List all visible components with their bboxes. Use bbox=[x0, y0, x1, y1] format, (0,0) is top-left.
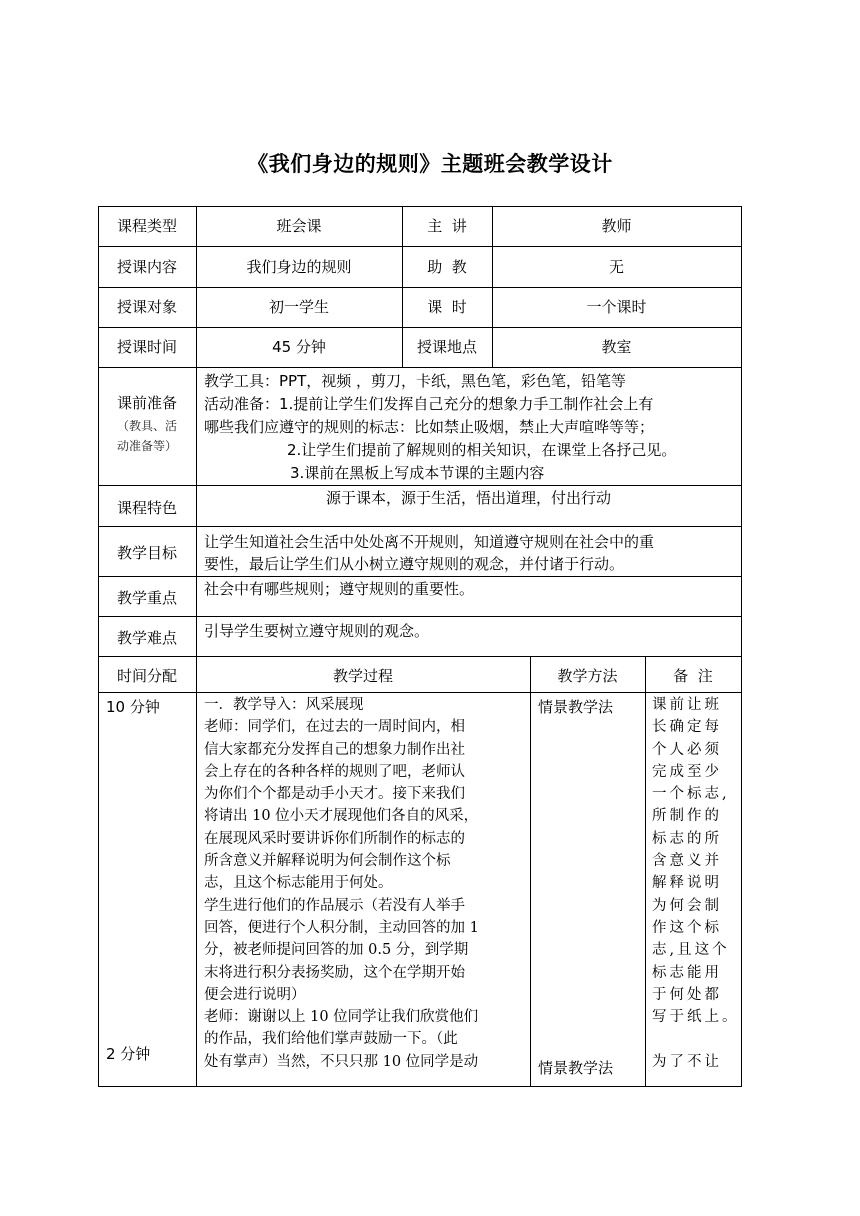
prep-label: 课前准备 bbox=[116, 394, 177, 412]
process-line: 分，被老师提问回答的加 0.5 分，到学期 bbox=[204, 942, 469, 959]
process-line: 一．教学导入：风采展现 bbox=[204, 697, 364, 713]
place-value: 教室 bbox=[601, 338, 632, 356]
note-line bbox=[652, 1028, 734, 1050]
feature-text: 源于课本，源于生活，悟出道理，付出行动 bbox=[325, 489, 611, 507]
table-rule bbox=[98, 206, 742, 207]
table-rule bbox=[645, 656, 646, 1087]
note-line: 含意义并 bbox=[652, 853, 722, 870]
note-line: 长确定每 bbox=[652, 719, 722, 736]
prep-text: 哪些我们应遵守的规则的标志：比如禁止吸烟，禁止大声喧哗等等； bbox=[204, 418, 655, 436]
document-title: 《我们身边的规则》主题班会教学设计 bbox=[247, 152, 613, 176]
method-2: 情景教学法 bbox=[538, 1059, 614, 1077]
table-rule bbox=[98, 327, 742, 328]
process-line: 便会进行说明） bbox=[204, 986, 306, 1003]
prep-text: 活动准备：1.提前让学生们发挥自己充分的想象力手工制作社会上有 bbox=[204, 395, 654, 413]
process-line: 学生进行他们的作品展示（若没有人举手 bbox=[204, 897, 465, 914]
process-line: 将请出 10 位小天才展现他们各自的风采， bbox=[204, 808, 479, 825]
header-process: 教学过程 bbox=[332, 667, 393, 685]
time-value: 45 分钟 bbox=[272, 338, 326, 356]
process-line: 会上存在的各种各样的规则了吧，老师认 bbox=[204, 763, 465, 780]
prep-sublabel: （教具、活 bbox=[116, 419, 177, 433]
periods-label: 课 时 bbox=[427, 298, 467, 316]
note-line: 完成至少 bbox=[652, 763, 722, 780]
header-note: 备 注 bbox=[673, 667, 713, 685]
note-line: 志,且这个 bbox=[652, 942, 730, 959]
process-line: 末将进行积分表扬奖励，这个在学期开始 bbox=[204, 964, 465, 981]
audience-label: 授课对象 bbox=[116, 298, 177, 316]
process-line: 所含意义并解释说明为何会制作这个标 bbox=[204, 853, 451, 870]
process-line: 老师：谢谢以上 10 位同学让我们欣赏他们 bbox=[204, 1009, 479, 1026]
prep-text: 3.课前在黑板上写成本节课的主题内容 bbox=[290, 464, 545, 482]
note-line: 作这个标 bbox=[652, 919, 722, 936]
goal-label: 教学目标 bbox=[116, 544, 177, 562]
time-allocation-1: 10 分钟 bbox=[106, 698, 160, 716]
process-line: 在展现风采时要讲诉你们所制作的标志的 bbox=[204, 830, 465, 847]
process-line: 志，且这个标志能用于何处。 bbox=[204, 875, 393, 892]
place-label: 授课地点 bbox=[416, 338, 477, 356]
lecturer-value: 教师 bbox=[601, 217, 632, 235]
note-text bbox=[652, 694, 740, 1073]
periods-value: 一个课时 bbox=[586, 298, 647, 316]
audience-value: 初一学生 bbox=[268, 298, 329, 316]
difficulty-text: 引导学生要树立遵守规则的观念。 bbox=[204, 622, 430, 640]
note-line: 课前让班 bbox=[652, 697, 722, 713]
note-line: 标志的所 bbox=[652, 830, 722, 847]
content-value: 我们身边的规则 bbox=[246, 258, 352, 276]
course-type-value: 班会课 bbox=[276, 217, 322, 235]
header-method: 教学方法 bbox=[557, 667, 618, 685]
process-line: 老师：同学们，在过去的一周时间内，相 bbox=[204, 719, 465, 736]
table-rule bbox=[98, 287, 742, 288]
note-line: 解释说明 bbox=[652, 875, 722, 892]
process-line: 为你们个个都是动手小天才。接下来我们 bbox=[204, 786, 465, 803]
difficulty-label: 教学难点 bbox=[116, 629, 177, 647]
table-rule bbox=[98, 576, 742, 577]
note-line: 于何处都 bbox=[652, 986, 722, 1003]
note-line: 为了不让 bbox=[652, 1053, 722, 1070]
prep-text: 2.让学生们提前了解规则的相关知识，在课堂上各抒己见。 bbox=[287, 441, 677, 459]
process-line: 的作品，我们给他们掌声鼓励一下。（此 bbox=[204, 1031, 458, 1048]
time-label: 授课时间 bbox=[116, 338, 177, 356]
feature-label: 课程特色 bbox=[116, 499, 177, 517]
key-point-label: 教学重点 bbox=[116, 589, 177, 607]
lecturer-label: 主 讲 bbox=[427, 217, 467, 235]
assistant-value: 无 bbox=[608, 258, 624, 276]
process-line: 信大家都充分发挥自己的想象力制作出社 bbox=[204, 741, 465, 758]
table-rule bbox=[530, 656, 531, 1087]
note-line: 所制作的 bbox=[652, 808, 722, 825]
note-line: 一个标志, bbox=[652, 786, 730, 803]
table-rule bbox=[98, 616, 742, 617]
course-type-label: 课程类型 bbox=[116, 217, 177, 235]
process-line: 处有掌声）当然，不只只那 10 位同学是动 bbox=[204, 1053, 479, 1070]
key-point-text: 社会中有哪些规则；遵守规则的重要性。 bbox=[204, 580, 475, 598]
prep-sublabel: 动准备等） bbox=[116, 439, 177, 453]
table-rule bbox=[98, 367, 742, 368]
note-line: 为何会制 bbox=[652, 897, 722, 914]
table-rule bbox=[741, 206, 742, 1087]
assistant-label: 助 教 bbox=[427, 258, 467, 276]
goal-text: 要性，最后让学生们从小树立遵守规则的观念，并付诸于行动。 bbox=[204, 555, 625, 573]
method-1: 情景教学法 bbox=[538, 698, 614, 716]
content-label: 授课内容 bbox=[116, 258, 177, 276]
goal-text: 让学生知道社会生活中处处离不开规则，知道遵守规则在社会中的重 bbox=[204, 533, 655, 551]
process-line: 回答，便进行个人积分制，主动回答的加 1 bbox=[204, 919, 479, 936]
table-rule bbox=[98, 246, 742, 247]
note-line: 写于纸上。 bbox=[652, 1009, 740, 1026]
table-rule bbox=[98, 526, 742, 527]
process-text bbox=[204, 694, 524, 1073]
table-rule bbox=[98, 485, 742, 486]
note-line: 个人必须 bbox=[652, 741, 722, 758]
note-line: 标志能用 bbox=[652, 964, 722, 981]
prep-text: 教学工具：PPT，视频 ，剪刀，卡纸，黑色笔，彩色笔，铅笔等 bbox=[204, 372, 627, 390]
header-time: 时间分配 bbox=[116, 667, 177, 685]
time-allocation-2: 2 分钟 bbox=[106, 1045, 151, 1063]
